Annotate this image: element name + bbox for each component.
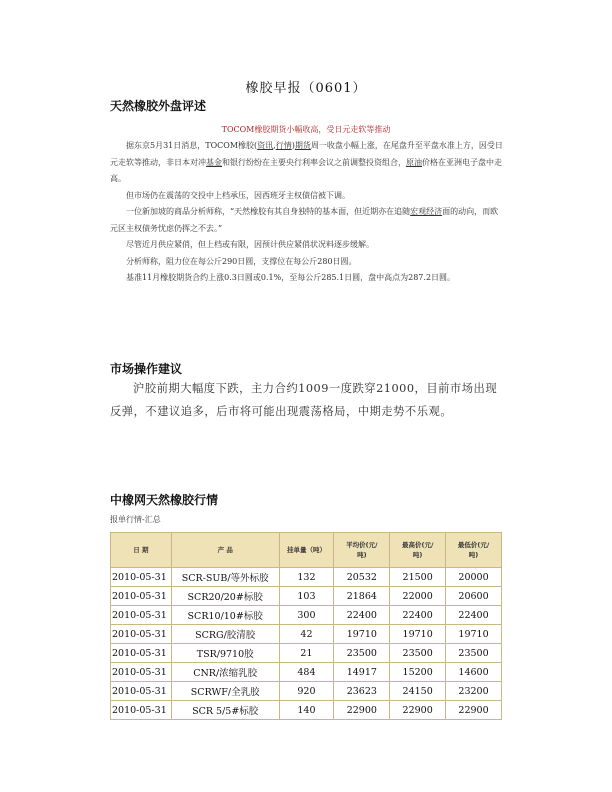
paragraph bbox=[110, 138, 505, 188]
cell-low: 22900 bbox=[446, 701, 502, 720]
cell-avg: 23500 bbox=[334, 644, 390, 663]
cell-date: 2010-05-31 bbox=[111, 625, 172, 644]
table-row bbox=[111, 682, 502, 701]
table-body bbox=[111, 568, 502, 720]
cell-avg: 20532 bbox=[334, 568, 390, 587]
text-span: ) bbox=[291, 141, 295, 150]
text-span: 和银行纷纷在主要央行利率会议之前调整投资组合， bbox=[222, 157, 406, 167]
table-row bbox=[111, 568, 502, 587]
cell-volume: 103 bbox=[279, 587, 334, 606]
cell-volume: 484 bbox=[279, 663, 334, 682]
col-header-product: 产 品 bbox=[171, 533, 279, 568]
cell-product: SCRWF/全乳胶 bbox=[171, 682, 279, 701]
cell-date: 2010-05-31 bbox=[111, 568, 172, 587]
cell-low: 14600 bbox=[446, 663, 502, 682]
cell-high: 15200 bbox=[390, 663, 446, 682]
cell-volume: 140 bbox=[279, 701, 334, 720]
cell-product: SCR 5/5#标胶 bbox=[171, 701, 279, 720]
section-heading-market-advice: 市场操作建议 bbox=[110, 362, 183, 376]
cell-high: 24150 bbox=[390, 682, 446, 701]
cell-high: 21500 bbox=[390, 568, 446, 587]
cell-avg: 21864 bbox=[334, 587, 390, 606]
paragraph: 沪胶前期大幅度下跌，主力合约1009一度跌穿21000，目前市场出现反弹，不建议追多，后市将可能出现震荡格局，中期走势不乐观。 bbox=[110, 382, 498, 418]
cell-low: 22400 bbox=[446, 606, 502, 625]
cell-product: CNR/浓缩乳胶 bbox=[171, 663, 279, 682]
cell-volume: 21 bbox=[279, 644, 334, 663]
text-span: 价格在亚洲电子盘中走高。 bbox=[110, 157, 502, 183]
col-header-low-price bbox=[446, 533, 502, 568]
col-header-volume: 挂单量（吨） bbox=[279, 533, 334, 568]
cell-product: SCR10/10#标胶 bbox=[171, 606, 279, 625]
cell-date: 2010-05-31 bbox=[111, 587, 172, 606]
cell-high: 22400 bbox=[390, 606, 446, 625]
header-line: 最高价(元/ bbox=[401, 541, 434, 549]
header-line: 平均价(元/ bbox=[346, 541, 378, 549]
text-span: 据东京5月31日消息，TOCOM橡胶( bbox=[126, 141, 258, 150]
cell-volume: 132 bbox=[279, 568, 334, 587]
cell-avg: 23623 bbox=[334, 682, 390, 701]
cell-high: 22900 bbox=[390, 701, 446, 720]
col-header-high-price bbox=[390, 533, 446, 568]
cell-avg: 22400 bbox=[334, 606, 390, 625]
paragraph: 但市场仍在震荡的交投中上档承压，因西班牙主权债信被下调。 bbox=[126, 190, 350, 200]
paragraph: 尽管近月供应紧俏，但上档或有限，因预计供应紧俏状况料逐步缓解。 bbox=[126, 240, 374, 249]
link-crude-oil[interactable]: 原油 bbox=[406, 157, 422, 167]
col-header-avg-price bbox=[334, 533, 390, 568]
cell-date: 2010-05-31 bbox=[111, 644, 172, 663]
cell-product: TSR/9710胶 bbox=[171, 644, 279, 663]
table-header-row bbox=[111, 533, 502, 568]
cell-avg: 19710 bbox=[334, 625, 390, 644]
cell-high: 23500 bbox=[390, 644, 446, 663]
quotes-table bbox=[110, 532, 502, 720]
cell-avg: 14917 bbox=[334, 663, 390, 682]
cell-high: 22000 bbox=[390, 587, 446, 606]
table-row bbox=[111, 644, 502, 663]
cell-product: SCR20/20#标胶 bbox=[171, 587, 279, 606]
header-line: 吨) bbox=[357, 551, 367, 559]
table-row bbox=[111, 625, 502, 644]
paragraph: 基准11月橡胶期货合约上涨0.3日圆或0.1%，至每公斤285.1日圆，盘中高点为287.2日圆。 bbox=[126, 273, 456, 282]
cell-volume: 300 bbox=[279, 606, 334, 625]
header-line: 吨) bbox=[412, 551, 423, 559]
text-span: 一位新加坡的商品分析师称，“天然橡胶有其自身独特的基本面，但近期亦在追随 bbox=[126, 207, 411, 216]
cell-low: 23500 bbox=[446, 644, 502, 663]
cell-low: 23200 bbox=[446, 682, 502, 701]
cell-date: 2010-05-31 bbox=[111, 606, 172, 625]
table-row bbox=[111, 587, 502, 606]
text-span: 面的动向，而欧元区主权债务忧虑仍挥之不去。” bbox=[110, 207, 499, 233]
header-line: 吨) bbox=[468, 551, 479, 559]
cell-volume: 920 bbox=[279, 682, 334, 701]
section-heading-outer-market: 天然橡胶外盘评述 bbox=[110, 99, 207, 113]
cell-date: 2010-05-31 bbox=[111, 682, 172, 701]
table-row bbox=[111, 663, 502, 682]
table-row bbox=[111, 606, 502, 625]
table-row bbox=[111, 701, 502, 720]
section-heading-rubber-quotes: 中橡网天然橡胶行情 bbox=[110, 493, 219, 507]
link-macro-economy[interactable]: 宏观经济 bbox=[410, 207, 443, 216]
cell-low: 19710 bbox=[446, 625, 502, 644]
col-header-date: 日 期 bbox=[111, 533, 172, 568]
link-news[interactable]: 资讯 bbox=[257, 141, 274, 150]
header-line: 最低价(元/ bbox=[457, 541, 490, 549]
cell-high: 19710 bbox=[390, 625, 446, 644]
document-title: 橡胶早报（0601） bbox=[245, 81, 367, 96]
cell-volume: 42 bbox=[279, 625, 334, 644]
market-advice-text bbox=[110, 377, 505, 423]
table-subtitle: 报单行情-汇总 bbox=[110, 515, 161, 524]
cell-product: SCR-SUB/等外标胶 bbox=[171, 568, 279, 587]
cell-low: 20600 bbox=[446, 587, 502, 606]
cell-date: 2010-05-31 bbox=[111, 701, 172, 720]
cell-date: 2010-05-31 bbox=[111, 663, 172, 682]
market-commentary bbox=[110, 138, 505, 287]
cell-avg: 22900 bbox=[334, 701, 390, 720]
paragraph: 分析师称，阻力位在每公斤290日圆，支撑位在每公斤280日圆。 bbox=[126, 256, 357, 266]
link-quotes[interactable]: 行情 bbox=[275, 141, 292, 150]
cell-low: 20000 bbox=[446, 568, 502, 587]
news-headline: TOCOM橡胶期货小幅收高，受日元走软等推动 bbox=[221, 125, 391, 134]
link-fund[interactable]: 基金 bbox=[206, 157, 222, 167]
text-span: 周一收盘小幅上涨，在尾盘升至平盘水准上方，因受日元走软等推动，非日本对冲 bbox=[110, 141, 503, 167]
paragraph bbox=[110, 204, 505, 237]
cell-product: SCRG/胶清胶 bbox=[171, 625, 279, 644]
link-futures[interactable]: 期货 bbox=[294, 141, 311, 150]
text-span: , bbox=[273, 141, 276, 150]
